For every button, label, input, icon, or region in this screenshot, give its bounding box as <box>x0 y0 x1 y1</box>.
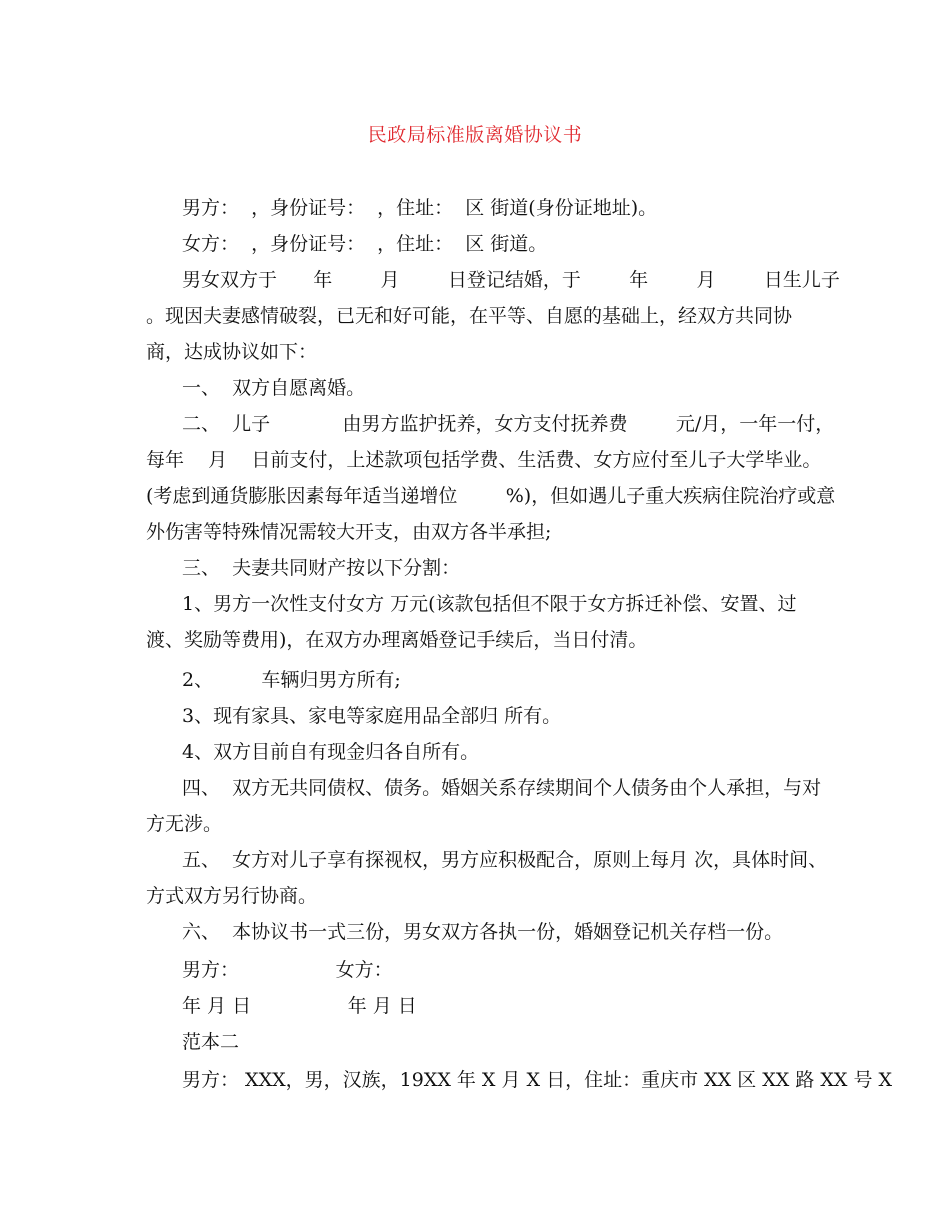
paragraph-line: 。现因夫妻感情破裂，已无和好可能，在平等、自愿的基础上，经双方共同协 <box>146 305 793 327</box>
paragraph-line: 方式双方另行协商。 <box>146 885 318 907</box>
paragraph-line: 男方： XXX，男，汉族，19XX 年 X 月 X 日，住址：重庆市 XX 区 XX 路 XX 号 X <box>182 1069 893 1091</box>
paragraph-line: 方无涉。 <box>146 813 223 835</box>
paragraph-line: 二、 儿子 由男方监护抚养，女方支付抚养费 元/月，一年一付， <box>182 413 835 435</box>
paragraph-line: 男女双方于 年 月 日登记结婚，于 年 月 日生儿子 <box>182 269 840 291</box>
paragraph-line: 每年 月 日前支付，上述款项包括学费、生活费、女方应付至儿子大学毕业。 <box>146 449 822 471</box>
signature-line: 男方： 女方： <box>182 959 393 981</box>
paragraph-line: 渡、奖励等费用)，在双方办理离婚登记手续后，当日付清。 <box>146 629 648 651</box>
paragraph-line: 六、 本协议书一式三份，男女双方各执一份，婚姻登记机关存档一份。 <box>182 921 784 943</box>
paragraph-line: 三、 夫妻共同财产按以下分割： <box>182 557 461 579</box>
paragraph-line: 一、 双方自愿离婚。 <box>182 377 366 399</box>
paragraph-line: 商，达成协议如下： <box>146 341 318 363</box>
paragraph-line: 4、双方目前自有现金归各自所有。 <box>182 741 480 763</box>
paragraph-line: 女方： ，身份证号： ，住址： 区 街道。 <box>182 233 548 255</box>
paragraph-line: 四、 双方无共同债权、债务。婚姻关系存续期间个人债务由个人承担，与对 <box>182 777 822 799</box>
paragraph-line: (考虑到通货膨胀因素每年适当递增位 %)，但如遇儿子重大疾病住院治疗或意 <box>146 485 836 507</box>
paragraph-line: 五、 女方对儿子享有探视权，男方应积极配合，原则上每月 次，具体时间、 <box>182 849 828 871</box>
document-title: 民政局标准版离婚协议书 <box>367 124 583 146</box>
paragraph-line: 外伤害等特殊情况需较大开支，由双方各半承担; <box>146 521 552 543</box>
paragraph-line: 2、 车辆归男方所有; <box>182 669 401 691</box>
paragraph-line: 男方： ，身份证号： ，住址： 区 街道(身份证地址)。 <box>182 197 658 219</box>
date-line: 年 月 日 年 月 日 <box>182 995 417 1017</box>
paragraph-line: 3、现有家具、家电等家庭用品全部归 所有。 <box>182 705 562 727</box>
section-heading: 范本二 <box>182 1031 240 1053</box>
paragraph-line: 1、男方一次性支付女方 万元(该款包括但不限于女方拆迁补偿、安置、过 <box>182 593 797 615</box>
